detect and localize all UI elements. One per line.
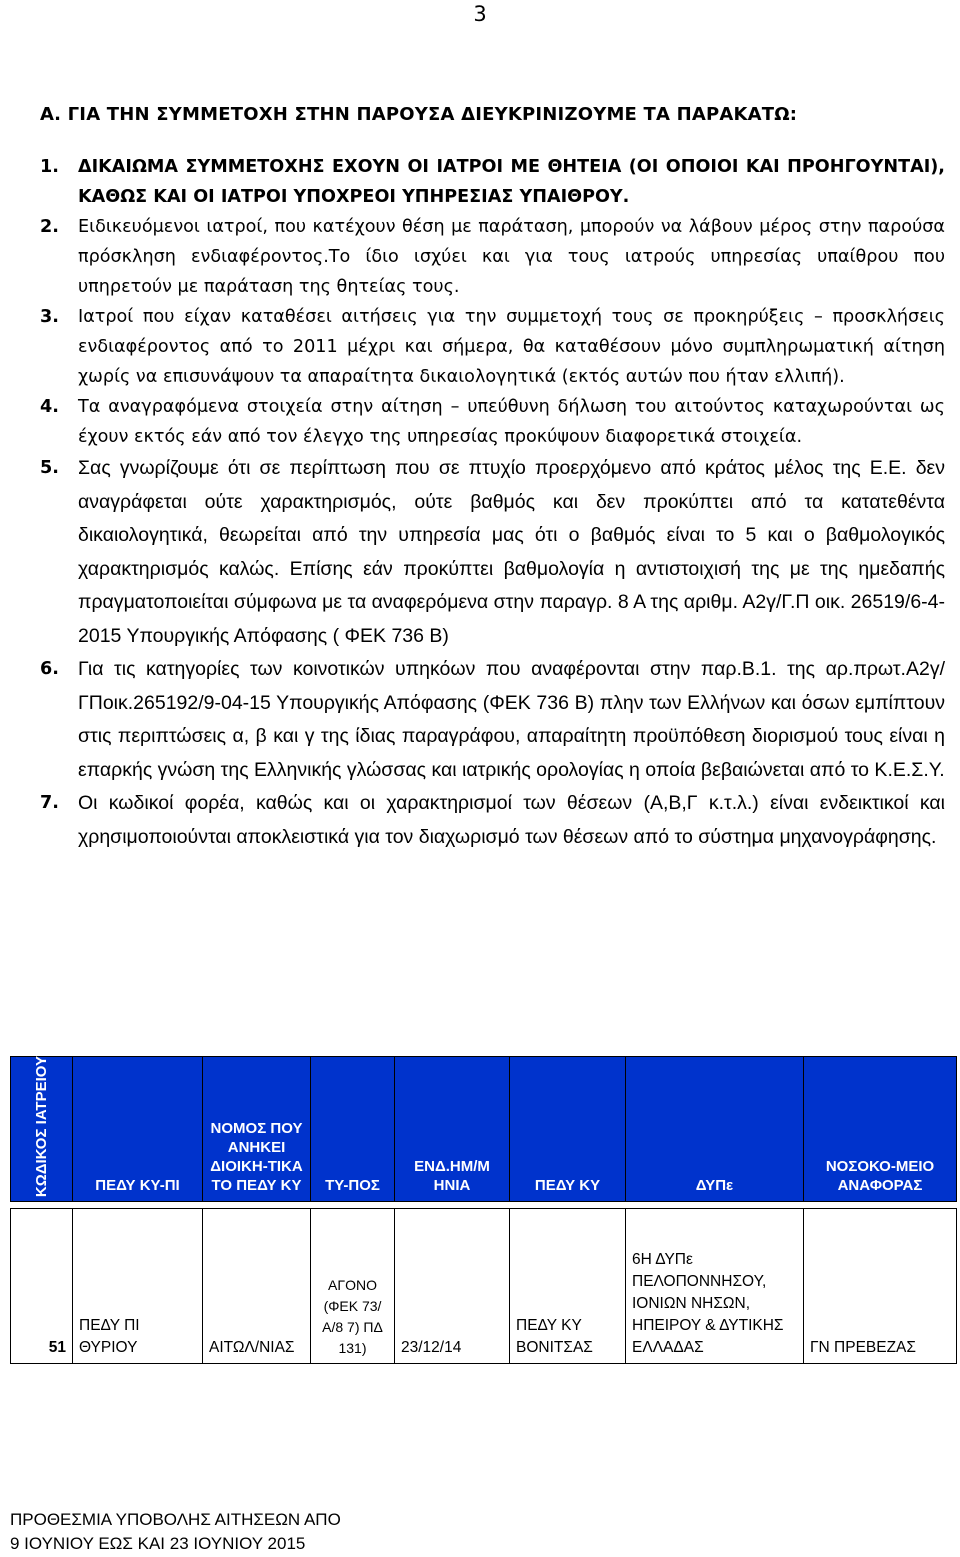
cell-prefecture: ΑΙΤΩΛ/ΝΙΑΣ (203, 1209, 311, 1364)
table-header-row (11, 1057, 957, 1202)
header-cell-prefecture: ΝΟΜΟΣ ΠΟΥ ΑΝΗΚΕΙ ΔΙΟΙΚΗ-ΤΙΚΑ ΤΟ ΠΕΔΥ ΚΥ (203, 1057, 311, 1202)
item-text: Ιατροί που είχαν καταθέσει αιτήσεις για την συμμετοχή τους σε προκηρύξεις – προσκλήσεις ενδιαφέροντος από το 2011 μέχρι και σήμερα, θα καταθέσουν μόνο συμπληρωματική αίτηση χωρίς να επισυνάψουν τα απαραίτητα δικαιολογητικά (εκτός αυτών που ήταν ελλιπή). (78, 307, 945, 387)
cell-indicative-date: 23/12/14 (395, 1209, 510, 1364)
section-heading: Α. ΓΙΑ ΤΗΝ ΣΥΜΜΕΤΟΧΗ ΣΤΗΝ ΠΑΡΟΥΣΑ ΔΙΕΥΚΡΙΝΙΖΟΥΜΕ ΤΑ ΠΑΡΑΚΑΤΩ: (40, 104, 798, 125)
item-number: 1. (40, 157, 59, 177)
table-spacer-row (11, 1202, 957, 1209)
item-text: Τα αναγραφόμενα στοιχεία στην αίτηση – υπεύθυνη δήλωση του αιτούντος καταχωρούνται ως έχουν εκτός εάν από τον έλεγχο της υπηρεσίας προκύψουν διαφορετικά στοιχεία. (78, 397, 945, 447)
submission-deadline (10, 1508, 341, 1556)
item-number: 5. (40, 458, 59, 478)
header-cell-hospital: ΝΟΣΟΚΟ-ΜΕΙΟ ΑΝΑΦΟΡΑΣ (804, 1057, 957, 1202)
cell-type: ΑΓΟΝΟ (ΦΕΚ 73/Α/8 7) ΠΔ 131) (311, 1209, 395, 1364)
item-text: Για τις κατηγορίες των κοινοτικών υπηκόων που αναφέρονται στην παρ.Β.1. της αρ.πρωτ.Α2γ/ΓΠοικ.265192/9-04-15 Υπουργικής Απόφασης (ΦΕΚ 736 Β) πλην των Ελλήνων και όσων εμπίπτουν στις περιπτώσεις α, β και γ της ίδιας παραγράφου, απαραίτητη προϋπόθεση διορισμού τους είναι η επαρκής γνώση της Ελληνικής γλώσσας και ιατρικής ορολογίας η οποία βεβαιώνεται από το Κ.Ε.Σ.Υ. (78, 658, 945, 781)
table-row (11, 1209, 957, 1364)
item-text: Σας γνωρίζουμε ότι σε περίπτωση που σε πτυχίο προερχόμενο από κράτος μέλος της Ε.Ε. δεν αναγράφεται ούτε χαρακτηρισμός, ούτε βαθμός και δεν προκύπτει από τα κατατεθέντα δικαιολογητικά, θεωρείται από την υπηρεσία μας ότι ο βαθμός είναι το 5 και ο βαθμολογικός χαρακτηρισμός καλώς. Επίσης εάν προκύπτει βαθμολογία η αντιστοιχισή της με της ημεδαπής πραγματοποιείται σύμφωνα με τα αναφερόμενα στην παραγρ. 8 Α της αριθμ. Α2γ/Γ.Π οικ. 26519/6-4-2015 Υπουργικής Απόφασης ( ΦΕΚ 736 Β) (78, 457, 945, 647)
item-number: 4. (40, 397, 59, 417)
item-number: 2. (40, 217, 59, 237)
list-item (40, 653, 945, 787)
header-cell-dype: ΔΥΠε (626, 1057, 804, 1202)
cell-pedy-ky: ΠΕΔΥ ΚΥ ΒΟΝΙΤΣΑΣ (510, 1209, 626, 1364)
item-number: 7. (40, 793, 59, 813)
list-item (40, 452, 945, 653)
list-item (40, 302, 945, 392)
header-cell-indicative-date: ΕΝΔ.ΗΜ/Μ ΗΝΙΑ (395, 1057, 510, 1202)
header-cell-code (11, 1057, 73, 1202)
deadline-line-2: 9 ΙΟΥΝΙΟΥ ΕΩΣ ΚΑΙ 23 ΙΟΥΝΙΟΥ 2015 (10, 1534, 306, 1553)
header-cell-pedy-kypi: ΠΕΔΥ ΚΥ-ΠΙ (73, 1057, 203, 1202)
item-text: ΔΙΚΑΙΩΜΑ ΣΥΜΜΕΤΟΧΗΣ ΕΧΟΥΝ ΟΙ ΙΑΤΡΟΙ ΜΕ ΘΗΤΕΙΑ (ΟΙ ΟΠΟΙΟΙ ΚΑΙ ΠΡΟΗΓΟΥΝΤΑΙ), ΚΑΘΩΣ ΚΑΙ ΟΙ ΙΑΤΡΟΙ ΥΠΟΧΡΕΟΙ ΥΠΗΡΕΣΙΑΣ ΥΠΑΙΘΡΟΥ. (78, 157, 945, 207)
item-text: Οι κωδικοί φορέα, καθώς και οι χαρακτηρισμοί των θέσεων (Α,Β,Γ κ.τ.λ.) είναι ενδεικτικοί και χρησιμοποιούνται αποκλειστικά για τον διαχωρισμό των θέσεων από το σύστημα μηχανογράφησης. (78, 792, 945, 848)
list-item (40, 787, 945, 854)
list-item (40, 152, 945, 212)
item-number: 3. (40, 307, 59, 327)
header-cell-pedy-ky: ΠΕΔΥ ΚΥ (510, 1057, 626, 1202)
clarifications-list (40, 152, 945, 854)
cell-hospital: ΓΝ ΠΡΕΒΕΖΑΣ (804, 1209, 957, 1364)
list-item (40, 392, 945, 452)
header-cell-type: ΤΥ-ΠΟΣ (311, 1057, 395, 1202)
item-number: 6. (40, 659, 59, 679)
list-item (40, 212, 945, 302)
positions-table (10, 1056, 957, 1364)
item-text: Ειδικευόμενοι ιατροί, που κατέχουν θέση με παράταση, μπορούν να λάβουν μέρος στην παρούσα πρόσκληση ενδιαφέροντος.Το ίδιο ισχύει και για τους ιατρούς υπηρεσίας υπαίθρου που υπηρετούν με παράταση της θητείας τους. (78, 217, 945, 297)
header-label: ΚΩΔΙΚΟΣ ΙΑΤΡΕΙΟΥ (33, 1055, 50, 1198)
cell-code: 51 (11, 1209, 73, 1364)
deadline-line-1: ΠΡΟΘΕΣΜΙΑ ΥΠΟΒΟΛΗΣ ΑΙΤΗΣΕΩΝ ΑΠΟ (10, 1510, 341, 1529)
page-number: 3 (473, 2, 487, 26)
cell-dype: 6Η ΔΥΠε ΠΕΛΟΠΟΝΝΗΣΟΥ, ΙΟΝΙΩΝ ΝΗΣΩΝ, ΗΠΕΙΡΟΥ & ΔΥΤΙΚΗΣ ΕΛΛΑΔΑΣ (626, 1209, 804, 1364)
cell-pedy-kypi: ΠΕΔΥ ΠΙ ΘΥΡΙΟΥ (73, 1209, 203, 1364)
